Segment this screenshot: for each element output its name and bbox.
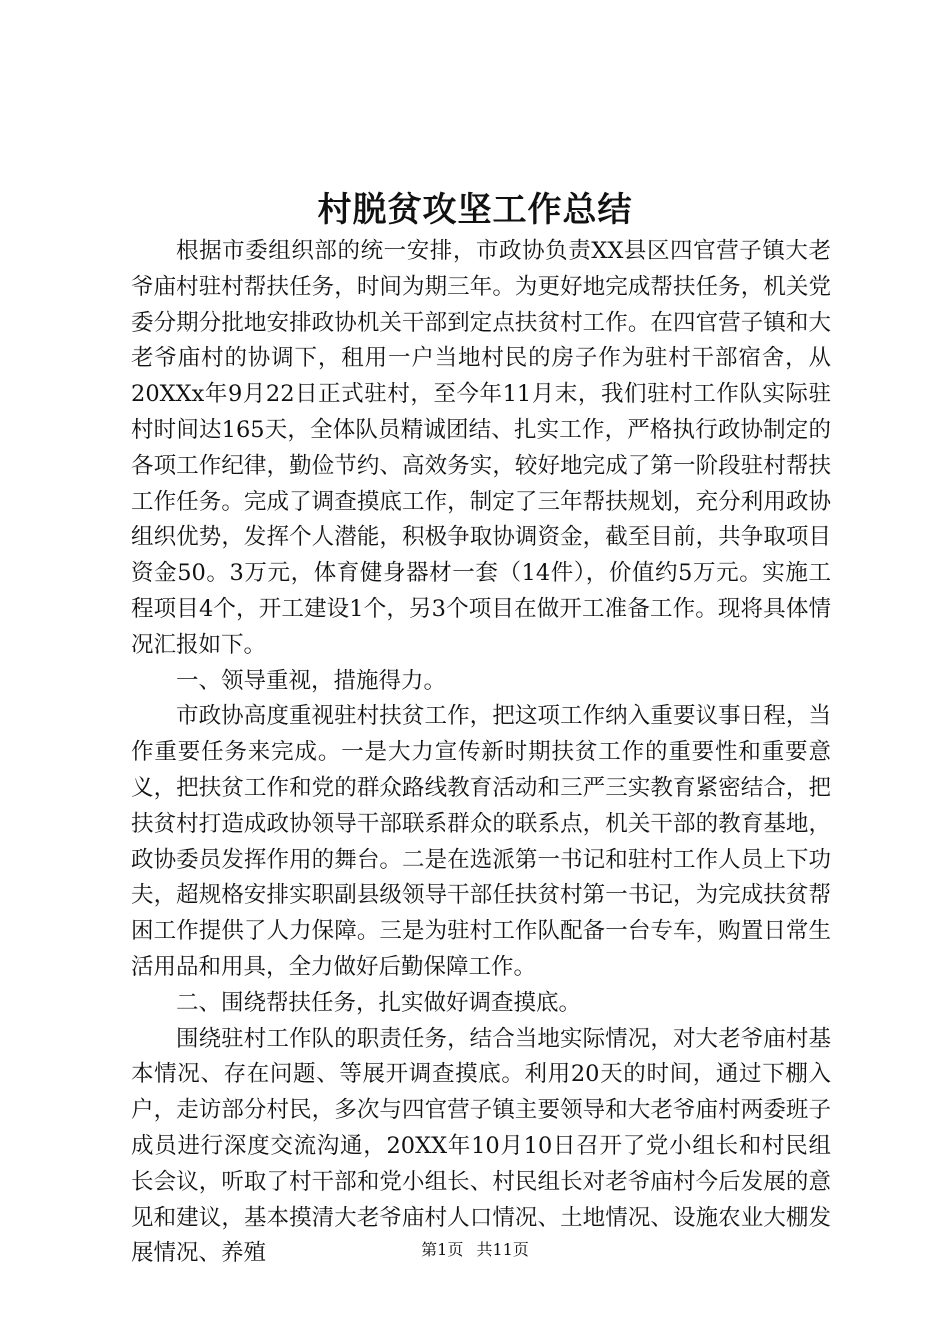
page-number: 第1页 (421, 1240, 464, 1259)
total-pages: 共11页 (476, 1240, 529, 1259)
section-heading-2: 二、围绕帮扶任务，扎实做好调查摸底。 (176, 989, 582, 1016)
section-heading-1: 一、领导重视，措施得力。 (176, 667, 447, 694)
document-title: 村脱贫攻坚工作总结 (317, 190, 633, 230)
paragraph-section-1: 市政协高度重视驻村扶贫工作，把这项工作纳入重要议事日程，当作重要任务来完成。一是大力宣传新时期扶贫工作的重要性和重要意义，把扶贫工作和党的群众路线教育活动和三严三实教育紧密结合，把扶贫村打造成政协领导干部联系群众的联系点，机关干部的教育基地，政协委员发挥作用的舞台。二是在选派第一书记和驻村工作人员上下功夫，超规格安排实职副县级领导干部任扶贫村第一书记，为完成扶贫帮困工作提供了人力保障。三是为驻村工作队配备一台专车，购置日常生活用品和用具，全力做好后勤保障工作。 (131, 703, 831, 980)
page-footer (0, 1240, 950, 1260)
paragraph-intro: 根据市委组织部的统一安排，市政协负责XX县区四官营子镇大老爷庙村驻村帮扶任务，时间为期三年。为更好地完成帮扶任务，机关党委分期分批地安排政协机关干部到定点扶贫村工作。在四官营子镇和大老爷庙村的协调下，租用一户当地村民的房子作为驻村干部宿舍，从20XXx年9月22日正式驻村，至今年11月末，我们驻村工作队实际驻村时间达165天，全体队员精诚团结、扎实工作，严格执行政协制定的各项工作纪律，勤俭节约、高效务实，较好地完成了第一阶段驻村帮扶工作任务。完成了调查摸底工作，制定了三年帮扶规划，充分利用政协组织优势，发挥个人潜能，积极争取协调资金，截至目前，共争取项目资金50。3万元，体育健身器材一套（14件），价值约5万元。实施工程项目4个，开工建设1个，另3个项目在做开工准备工作。现将具体情况汇报如下。 (131, 238, 831, 658)
paragraph-section-2: 围绕驻村工作队的职责任务，结合当地实际情况，对大老爷庙村基本情况、存在问题、等展开调查摸底。利用20天的时间，通过下棚入户，走访部分村民，多次与四官营子镇主要领导和大老爷庙村两委班子成员进行深度交流沟通，20XX年10月10日召开了党小组长和村民组长会议，听取了村干部和党小组长、村民组长对老爷庙村今后发展的意见和建议，基本摸清大老爷庙村人口情况、土地情况、设施农业大棚发展情况、养殖 (131, 1025, 831, 1267)
document-body (131, 234, 831, 1272)
